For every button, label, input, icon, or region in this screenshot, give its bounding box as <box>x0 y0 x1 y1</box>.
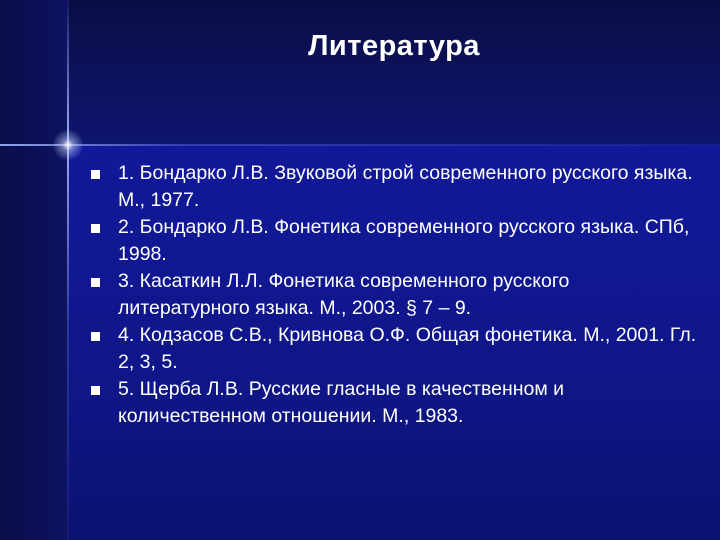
list-item <box>90 160 700 214</box>
list-item <box>90 214 700 268</box>
square-bullet-icon <box>91 332 100 341</box>
decorative-vertical-line <box>67 0 69 540</box>
header-background <box>0 0 720 145</box>
square-bullet-icon <box>91 170 100 179</box>
list-item <box>90 268 700 322</box>
list-item-text: 2. Бондарко Л.В. Фонетика современного русского языка. СПб, 1998. <box>118 216 690 265</box>
bibliography-list <box>90 160 700 430</box>
slide-title: Литература <box>308 30 480 62</box>
left-band-background <box>0 0 68 540</box>
square-bullet-icon <box>91 386 100 395</box>
sparkle-icon <box>52 129 84 161</box>
list-item-text: 5. Щерба Л.В. Русские гласные в качественном и количественном отношении. М., 1983. <box>118 378 565 427</box>
list-item-text: 1. Бондарко Л.В. Звуковой строй современного русского языка. М., 1977. <box>118 162 693 211</box>
list-item <box>90 376 700 430</box>
square-bullet-icon <box>91 278 100 287</box>
square-bullet-icon <box>91 224 100 233</box>
list-item <box>90 322 700 376</box>
list-item-text: 3. Касаткин Л.Л. Фонетика современного русского литературного языка. М., 2003. § 7 – 9. <box>118 270 570 319</box>
decorative-horizontal-line <box>0 144 720 146</box>
list-item-text: 4. Кодзасов С.В., Кривнова О.Ф. Общая фонетика. М., 2001. Гл. 2, 3, 5. <box>118 324 697 373</box>
